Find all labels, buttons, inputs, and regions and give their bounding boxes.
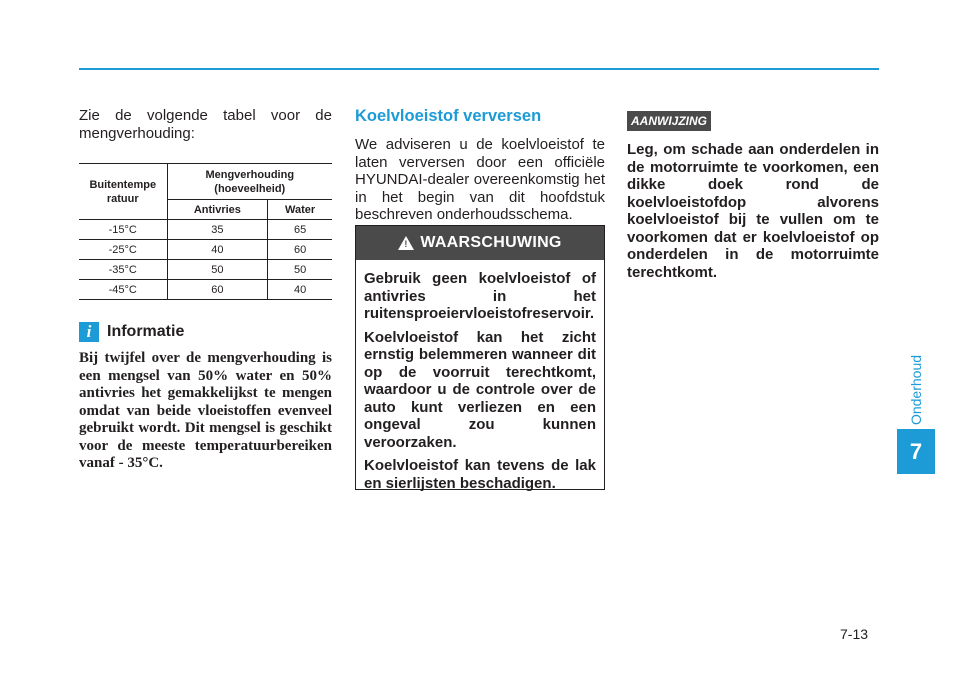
cell-antifreeze: 50	[167, 260, 268, 280]
middle-column	[355, 107, 605, 224]
right-column	[627, 111, 879, 281]
info-text: Bij twijfel over de mengverhouding is een mengsel van 50% water en 50% antivries het gemakkelijkst te mengen omdat van beide vloeistoffen evenveel gebruikt wordt. Dit mengsel is geschikt voor de meeste temperatuurbereiken vanaf - 35°C.	[79, 350, 332, 471]
warning-box	[355, 225, 605, 490]
side-section-label-text: Onderhoud	[908, 354, 924, 426]
warning-paragraph: Koelvloeistof kan het zicht ernstig belemmeren wanneer dit op de voorruit terechtkomt, waardoor u de controle over de auto kunt verliezen en een ongeval zou kunnen veroorzaken.	[364, 328, 596, 451]
note-text: Leg, om schade aan onderdelen in de motorruimte te voorkomen, een dikke doek rond de koelvloeistofdop alvorens koelvloeistof bij te vullen om te voorkomen dat er koelvloeistof op onderdelen in de motorruimte terechtkomt.	[627, 141, 879, 281]
intro-text: Zie de volgende tabel voor de mengverhouding:	[79, 107, 332, 142]
header-mix-ratio	[167, 164, 332, 200]
table-row	[79, 260, 332, 280]
cell-water: 65	[268, 220, 332, 240]
warning-header	[356, 226, 604, 260]
header-outside-temp	[79, 164, 167, 220]
table-row	[79, 220, 332, 240]
info-heading	[79, 322, 332, 342]
cell-temp: -45°C	[79, 280, 167, 300]
chapter-number-tab: 7	[897, 429, 935, 474]
cell-temp: -15°C	[79, 220, 167, 240]
cell-water: 40	[268, 280, 332, 300]
warning-paragraph: Gebruik geen koelvloeistof of antivries in het ruitensproeiervloeistofreservoir.	[364, 270, 596, 322]
table-row	[79, 280, 332, 300]
cell-temp: -25°C	[79, 240, 167, 260]
cell-water: 60	[268, 240, 332, 260]
header-outside-temp-line1: Buitentempe	[89, 178, 157, 191]
left-column	[79, 107, 332, 473]
mix-ratio-table	[79, 163, 332, 300]
header-water: Water	[268, 200, 332, 220]
warning-paragraph: Koelvloeistof kan tevens de lak en sierlijsten beschadigen.	[364, 457, 596, 492]
info-icon: i	[79, 322, 99, 342]
header-outside-temp-line2: ratuur	[106, 192, 139, 205]
top-rule	[79, 68, 879, 70]
page-number: 7-13	[840, 626, 869, 642]
info-title: Informatie	[107, 323, 185, 340]
warning-body	[356, 260, 604, 492]
warning-triangle-icon: !	[398, 236, 414, 250]
cell-temp: -35°C	[79, 260, 167, 280]
section-title: Koelvloeistof verversen	[355, 107, 542, 125]
warning-title: WAARSCHUWING	[420, 234, 562, 251]
cell-antifreeze: 40	[167, 240, 268, 260]
note-tag: AANWIJZING	[627, 111, 711, 131]
cell-water: 50	[268, 260, 332, 280]
header-mix-ratio-line1: Mengverhouding	[205, 168, 295, 181]
header-antifreeze: Antivries	[167, 200, 268, 220]
cell-antifreeze: 60	[167, 280, 268, 300]
section-text: We adviseren u de koelvloeistof te laten verversen door een officiële HYUNDAI-dealer overeenkomstig het in het begin van dit hoofdstuk beschreven onderhoudsschema.	[355, 136, 605, 223]
side-section-label	[908, 355, 924, 425]
header-mix-ratio-line2: (hoeveelheid)	[214, 182, 286, 195]
table-header-row	[79, 164, 332, 200]
cell-antifreeze: 35	[167, 220, 268, 240]
table-row	[79, 240, 332, 260]
